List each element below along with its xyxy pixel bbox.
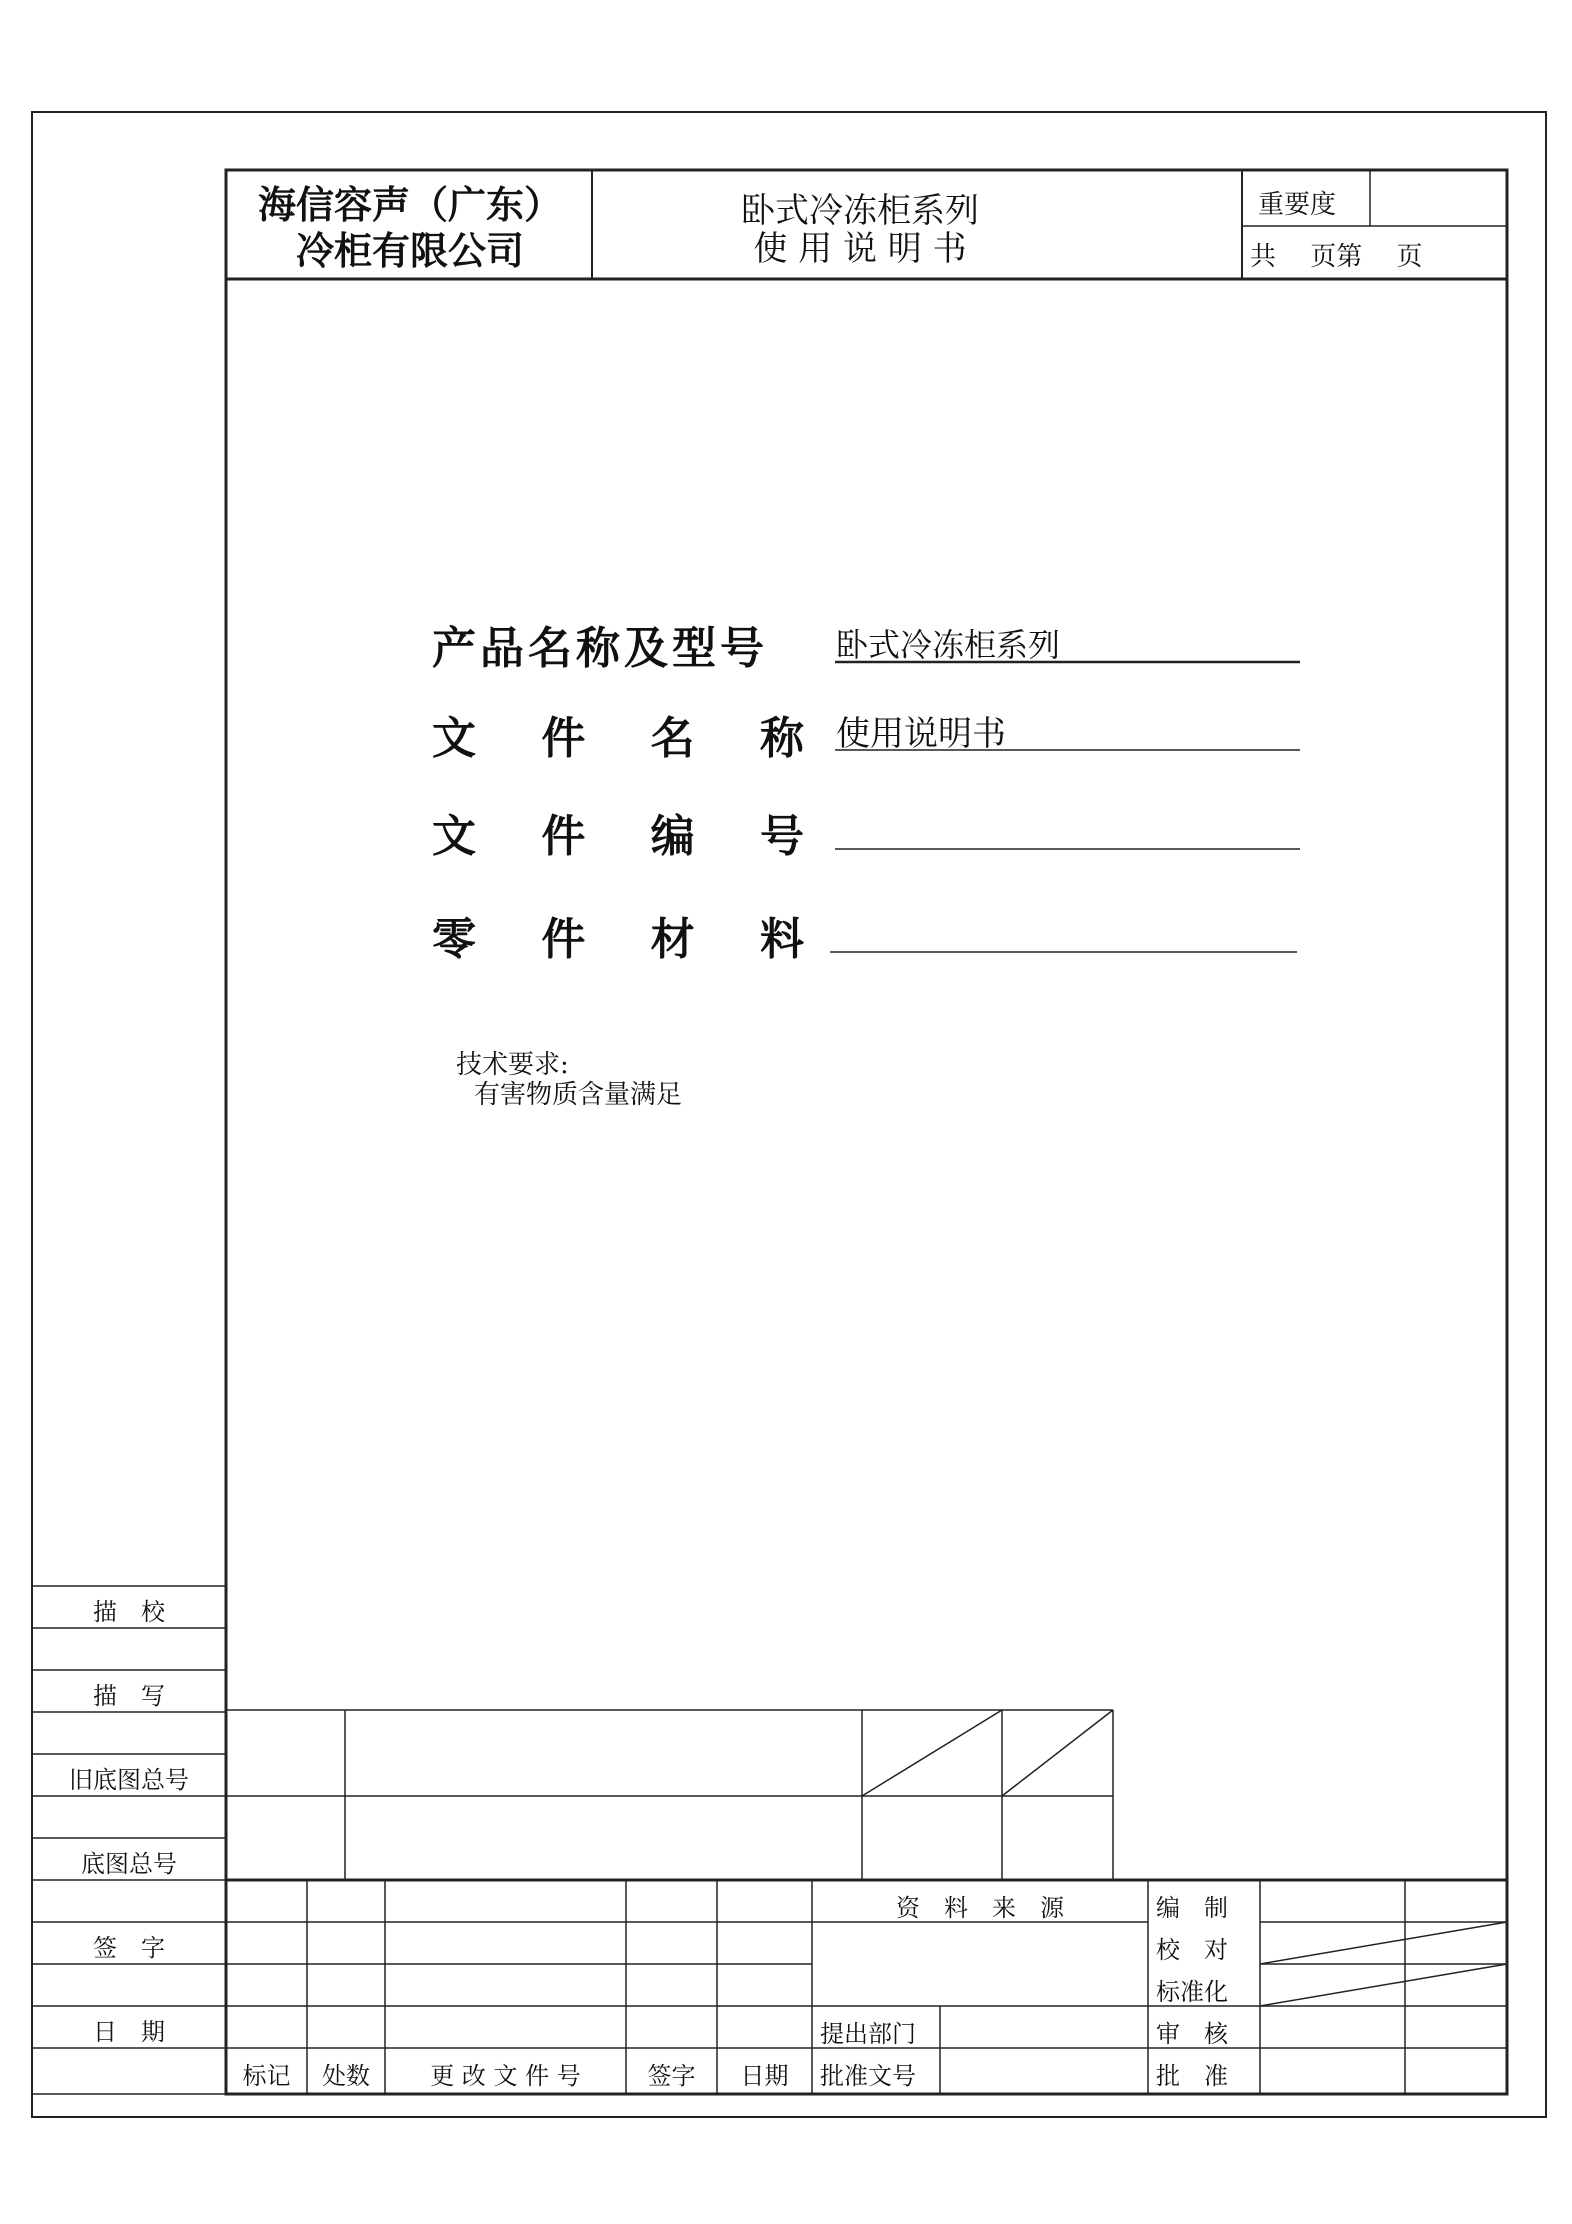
tb-approval-doc-number: 批准文号: [820, 2062, 916, 2090]
importance-label: 重要度: [1258, 190, 1337, 220]
tb-mark: 标记: [242, 2062, 291, 2090]
tech-requirements-title: 技术要求:: [456, 1050, 569, 1080]
field-doc-number-char: 件: [541, 811, 586, 862]
side-label-sign: 签 字: [93, 1934, 165, 1962]
field-product-value: 卧式冷冻柜系列: [836, 626, 1061, 664]
document-title: [600, 192, 1120, 268]
field-doc-number-label: [432, 800, 804, 864]
tb-standardization: 标准化: [1156, 1978, 1228, 2006]
field-doc-name-value: 使用说明书: [836, 714, 1006, 754]
side-label-old-base-number: 旧底图总号: [69, 1766, 189, 1794]
field-material-char: 件: [541, 914, 586, 965]
tb-date: 日期: [740, 2062, 789, 2090]
side-label-miao-jiao: 描 校: [93, 1598, 165, 1626]
field-doc-number-char: 编: [650, 811, 695, 862]
field-doc-name-label: [432, 702, 804, 766]
field-doc-name-char: 件: [541, 713, 586, 764]
tech-requirements-line: 有害物质含量满足: [474, 1080, 683, 1110]
document-title-line2: 使 用 说 明 书: [753, 229, 967, 269]
side-label-date: 日 期: [93, 2018, 165, 2046]
document-title-line1: 卧式冷冻柜系列: [741, 191, 979, 231]
field-product-label: 产品名称及型号: [432, 623, 768, 674]
side-label-base-number: 底图总号: [81, 1850, 177, 1878]
company-name-line2: 冷柜有限公司: [295, 229, 524, 273]
page-count-label: 共 页第 页: [1250, 242, 1423, 272]
tb-review: 审 核: [1156, 2020, 1228, 2048]
field-material-char: 材: [650, 914, 695, 965]
field-doc-name-char: 名: [650, 713, 695, 764]
field-material-char: 料: [759, 914, 804, 965]
tb-compile: 编 制: [1156, 1894, 1228, 1922]
field-material-char: 零: [432, 914, 476, 965]
tb-count: 处数: [322, 2062, 370, 2090]
field-doc-number-char: 号: [759, 811, 804, 862]
tb-proposing-dept: 提出部门: [820, 2020, 916, 2048]
field-doc-name-char: 称: [759, 713, 804, 764]
tb-change-doc-number: 更 改 文 件 号: [430, 2062, 581, 2090]
company-name-line1: 海信容声（广东）: [257, 183, 562, 227]
tb-proofread: 校 对: [1156, 1936, 1228, 1964]
company-name: [230, 182, 590, 274]
field-material-label: [432, 903, 804, 967]
side-label-miao-xie: 描 写: [93, 1682, 165, 1710]
tb-signature: 签字: [647, 2062, 696, 2090]
field-doc-name-char: 文: [432, 713, 476, 764]
field-doc-number-char: 文: [432, 811, 476, 862]
tb-approve: 批 准: [1156, 2062, 1228, 2090]
tb-data-source: 资 料 来 源: [896, 1894, 1064, 1922]
